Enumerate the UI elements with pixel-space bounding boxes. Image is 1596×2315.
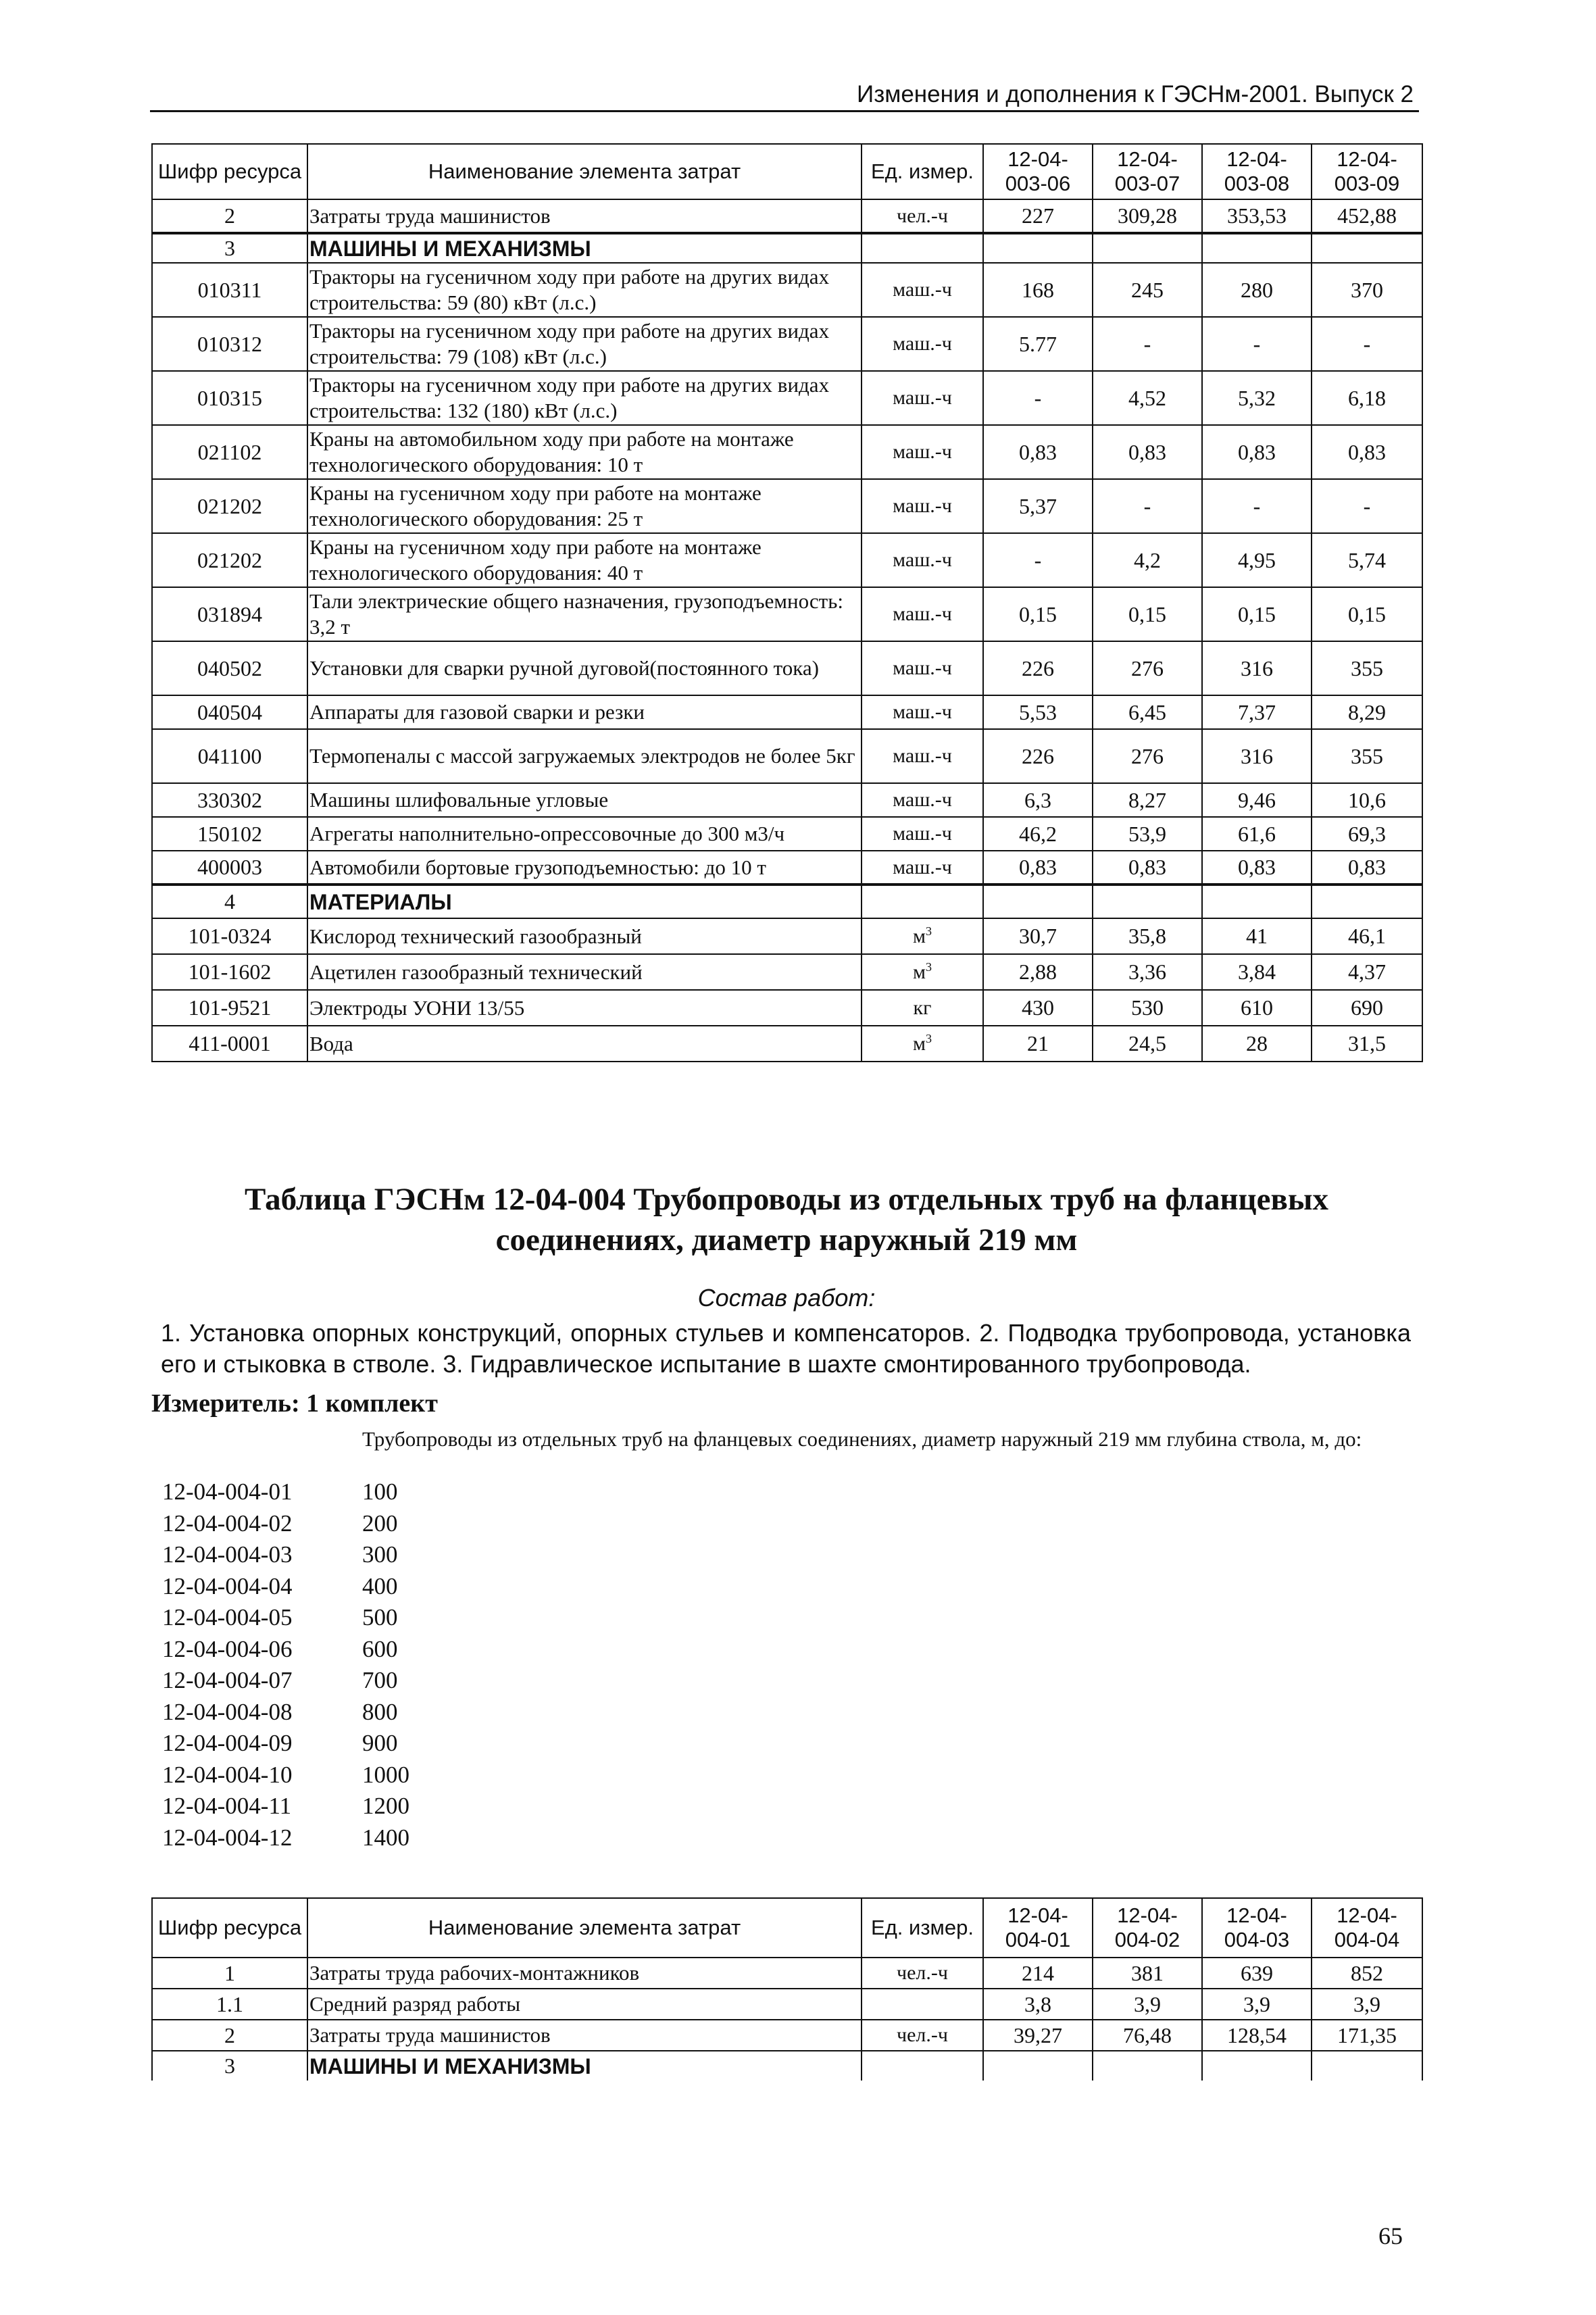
cell-unit: чел.-ч (862, 1958, 983, 1989)
section-title: МАТЕРИАЛЫ (307, 885, 862, 918)
cell-value: 39,27 (983, 2020, 1093, 2051)
col-header-name: Наименование элемента затрат (307, 1898, 862, 1958)
cell-name: Краны на гусеничном ходу при работе на монтаже технологического оборудования: 40 т (307, 533, 862, 587)
cell-code: 1 (152, 1958, 307, 1989)
cell-name: Машины шлифовальные угловые (307, 783, 862, 817)
cell-unit: маш.-ч (862, 425, 983, 479)
machines-section (152, 263, 1422, 885)
cell-code: 400003 (152, 851, 307, 885)
cell-value: 4,37 (1312, 954, 1422, 990)
cell-value: - (983, 533, 1093, 587)
table-row (152, 199, 1422, 233)
cell-code: 3 (152, 2051, 307, 2081)
cell-value: 6,3 (983, 783, 1093, 817)
table-header-row (152, 144, 1422, 199)
cell-value: 76,48 (1093, 2020, 1202, 2051)
variant-depth: 100 (362, 1478, 398, 1505)
cell-value: 690 (1312, 990, 1422, 1026)
cell-code: 041100 (152, 729, 307, 783)
list-item (162, 1476, 497, 1508)
cell-name: Электроды УОНИ 13/55 (307, 990, 862, 1026)
variant-code: 12-04-004-11 (162, 1793, 292, 1819)
col-header-norm: 12-04-004-04 (1312, 1898, 1422, 1958)
col-header-norm: 12-04-004-02 (1093, 1898, 1202, 1958)
labor-section (152, 1958, 1422, 2051)
cell-value: 128,54 (1202, 2020, 1312, 2051)
cell-value: 21 (983, 1026, 1093, 1062)
cell-value: 276 (1093, 729, 1202, 783)
cell-unit: маш.-ч (862, 533, 983, 587)
list-item (162, 1665, 497, 1697)
cell-value: 171,35 (1312, 2020, 1422, 2051)
cell-name: Краны на автомобильном ходу при работе на монтаже технологического оборудования: 10 т (307, 425, 862, 479)
cell-value: 61,6 (1202, 817, 1312, 851)
variant-depth: 400 (362, 1572, 398, 1599)
cell-code: 040504 (152, 695, 307, 729)
cell-unit (862, 1026, 983, 1062)
cell-value: 0,83 (1202, 425, 1312, 479)
cell-value: 370 (1312, 263, 1422, 317)
cell-unit: маш.-ч (862, 729, 983, 783)
cell-value: 24,5 (1093, 1026, 1202, 1062)
variant-depth: 800 (362, 1698, 398, 1725)
list-item (162, 1791, 497, 1822)
cell-value: - (1202, 479, 1312, 533)
col-header-norm: 12-04-003-06 (983, 144, 1093, 199)
cell-value: 316 (1202, 729, 1312, 783)
caption-line: соединениях, диаметр наружный 219 мм (495, 1222, 1078, 1258)
col-header-unit: Ед. измер. (862, 1898, 983, 1958)
cell-value: 6,45 (1093, 695, 1202, 729)
cell-code: 411-0001 (152, 1026, 307, 1062)
cell-value: 8,27 (1093, 783, 1202, 817)
cell-unit: маш.-ч (862, 587, 983, 641)
table-row (152, 851, 1422, 885)
cell-unit: маш.-ч (862, 479, 983, 533)
variant-depth: 500 (362, 1604, 398, 1631)
table-row (152, 371, 1422, 425)
table-row (152, 425, 1422, 479)
cell-name: Ацетилен газообразный технический (307, 954, 862, 990)
cell-value: - (983, 371, 1093, 425)
cell-code: 330302 (152, 783, 307, 817)
cell-name: Кислород технический газообразный (307, 918, 862, 954)
cell-value: 452,88 (1312, 199, 1422, 233)
cell-value: - (1093, 479, 1202, 533)
table-row (152, 1958, 1422, 1989)
col-header-norm: 12-04-004-01 (983, 1898, 1093, 1958)
cell-value: 214 (983, 1958, 1093, 1989)
cell-value: 46,1 (1312, 918, 1422, 954)
cell-value: 430 (983, 990, 1093, 1026)
list-item (162, 1728, 497, 1760)
page-number: 65 (1378, 2222, 1403, 2249)
cell-value: 0,83 (1312, 425, 1422, 479)
cell-value: - (1093, 317, 1202, 371)
cell-value: 355 (1312, 729, 1422, 783)
cell-name: Термопеналы с массой загружаемых электродов не более 5кг (307, 729, 862, 783)
cell-value: 227 (983, 199, 1093, 233)
section-row (152, 2051, 1422, 2081)
cell-value: 46,2 (983, 817, 1093, 851)
cell-value: 168 (983, 263, 1093, 317)
cell-value: 0,83 (1202, 851, 1312, 885)
section-row (152, 885, 1422, 918)
cell-unit: маш.-ч (862, 695, 983, 729)
cell-value: 41 (1202, 918, 1312, 954)
cell-value: 353,53 (1202, 199, 1312, 233)
table-row (152, 729, 1422, 783)
cell-value: 30,7 (983, 918, 1093, 954)
cell-value: 4,95 (1202, 533, 1312, 587)
cell-name: Тракторы на гусеничном ходу при работе на других видах строительства: 59 (80) кВт (л.с.) (307, 263, 862, 317)
table-row (152, 695, 1422, 729)
cell-unit: чел.-ч (862, 199, 983, 233)
cell-value: - (1312, 317, 1422, 371)
cell-value: 316 (1202, 641, 1312, 695)
cell-unit (862, 918, 983, 954)
cell-name: Агрегаты наполнительно-опрессовочные до 300 м3/ч (307, 817, 862, 851)
variant-code: 12-04-004-06 (162, 1635, 293, 1662)
variant-code: 12-04-004-03 (162, 1541, 293, 1568)
cell-unit (862, 1989, 983, 2020)
unit-base: м (913, 960, 926, 983)
col-header-name: Наименование элемента затрат (307, 144, 862, 199)
cell-name: Вода (307, 1026, 862, 1062)
list-item (162, 1760, 497, 1791)
col-header-norm: 12-04-003-08 (1202, 144, 1312, 199)
table-row (152, 918, 1422, 954)
cell-value: 0,83 (983, 425, 1093, 479)
list-item (162, 1571, 497, 1603)
cell-unit (862, 990, 983, 1026)
list-item (162, 1634, 497, 1666)
cell-value: 0,15 (1312, 587, 1422, 641)
cell-value: 245 (1093, 263, 1202, 317)
cell-value: 276 (1093, 641, 1202, 695)
cell-value: 852 (1312, 1958, 1422, 1989)
cell-name: Затраты труда машинистов (307, 2020, 862, 2051)
cell-name: Тракторы на гусеничном ходу при работе на других видах строительства: 132 (180) кВт (л.с.) (307, 371, 862, 425)
table-row (152, 2020, 1422, 2051)
variant-depth: 600 (362, 1635, 398, 1662)
caption-line: Таблица ГЭСНм 12-04-004 Трубопроводы из отдельных труб на фланцевых (244, 1182, 1329, 1217)
cell-unit: маш.-ч (862, 263, 983, 317)
variant-depth: 1000 (362, 1761, 409, 1788)
col-header-norm: 12-04-003-07 (1093, 144, 1202, 199)
table-header-row (152, 1898, 1422, 1958)
table-row (152, 1989, 1422, 2020)
cell-unit: маш.-ч (862, 641, 983, 695)
cell-code: 010315 (152, 371, 307, 425)
cell-value: 226 (983, 641, 1093, 695)
unit-base: м (913, 924, 926, 947)
variant-list (162, 1476, 497, 1853)
list-item (162, 1697, 497, 1728)
cell-code: 021202 (152, 533, 307, 587)
cell-code: 040502 (152, 641, 307, 695)
table-row (152, 817, 1422, 851)
table-row (152, 1026, 1422, 1062)
cell-name: Тали электрические общего назначения, грузоподъемность: 3,2 т (307, 587, 862, 641)
cell-value: 0,15 (1093, 587, 1202, 641)
table-row (152, 317, 1422, 371)
cell-value: 3,36 (1093, 954, 1202, 990)
cell-value: 5.77 (983, 317, 1093, 371)
cell-unit: маш.-ч (862, 783, 983, 817)
measure-unit: Измеритель: 1 комплект (151, 1389, 438, 1418)
cell-value: 0,83 (1093, 425, 1202, 479)
cell-unit (862, 954, 983, 990)
cell-code: 021102 (152, 425, 307, 479)
cell-value: 639 (1202, 1958, 1312, 1989)
col-header-code: Шифр ресурса (152, 1898, 307, 1958)
cell-unit: маш.-ч (862, 851, 983, 885)
cell-value: 31,5 (1312, 1026, 1422, 1062)
table-row (152, 533, 1422, 587)
variant-code: 12-04-004-02 (162, 1510, 293, 1537)
variant-depth: 200 (362, 1510, 398, 1537)
cell-value: 5,37 (983, 479, 1093, 533)
variant-code: 12-04-004-01 (162, 1478, 293, 1505)
table-row (152, 479, 1422, 533)
table-row (152, 783, 1422, 817)
cell-value: 0,15 (983, 587, 1093, 641)
cell-code: 010312 (152, 317, 307, 371)
table-row (152, 587, 1422, 641)
cell-value: 280 (1202, 263, 1312, 317)
cell-value: 0,83 (1093, 851, 1202, 885)
section-title: МАШИНЫ И МЕХАНИЗМЫ (307, 2051, 862, 2081)
cell-name: Затраты труда машинистов (307, 199, 862, 233)
section-title: МАШИНЫ И МЕХАНИЗМЫ (307, 233, 862, 263)
cell-name: Автомобили бортовые грузоподъемностью: до 10 т (307, 851, 862, 885)
unit-base: кг (913, 996, 932, 1019)
cell-value: 53,9 (1093, 817, 1202, 851)
cell-value: 3,8 (983, 1989, 1093, 2020)
cell-value: 7,37 (1202, 695, 1312, 729)
table-row (152, 263, 1422, 317)
col-header-unit: Ед. измер. (862, 144, 983, 199)
list-item (162, 1508, 497, 1540)
table-caption (151, 1179, 1422, 1260)
cell-value: 35,8 (1093, 918, 1202, 954)
variant-code: 12-04-004-07 (162, 1667, 293, 1693)
cell-code: 4 (152, 885, 307, 918)
cell-unit: маш.-ч (862, 817, 983, 851)
variant-code: 12-04-004-10 (162, 1761, 293, 1788)
cell-value: 5,32 (1202, 371, 1312, 425)
cell-value: 381 (1093, 1958, 1202, 1989)
table-row (152, 954, 1422, 990)
list-item (162, 1602, 497, 1634)
work-composition-text: 1. Установка опорных конструкций, опорных стульев и компенсаторов. 2. Подводка трубопровода, установка его и стыковка в стволе. 3. Гидравлическое испытание в шахте смонтированного трубопровода. (161, 1319, 1411, 1378)
cell-code: 2 (152, 2020, 307, 2051)
cell-value: 4,2 (1093, 533, 1202, 587)
cell-code: 1.1 (152, 1989, 307, 2020)
variant-depth: 900 (362, 1730, 398, 1756)
running-header (150, 81, 1419, 112)
cell-value: 5,74 (1312, 533, 1422, 587)
work-composition-title: Состав работ: (697, 1284, 876, 1312)
cell-name: Аппараты для газовой сварки и резки (307, 695, 862, 729)
unit-base: м (913, 1032, 926, 1055)
cell-value: 226 (983, 729, 1093, 783)
cell-value: 4,52 (1093, 371, 1202, 425)
col-header-norm: 12-04-004-03 (1202, 1898, 1312, 1958)
table-row (152, 990, 1422, 1026)
list-item (162, 1822, 497, 1854)
cell-code: 2 (152, 199, 307, 233)
resource-table-003 (151, 143, 1423, 1062)
variant-depth: 1200 (362, 1793, 409, 1819)
cell-value: 0,15 (1202, 587, 1312, 641)
variant-depth: 1400 (362, 1824, 409, 1851)
variant-depth: 700 (362, 1667, 398, 1693)
list-item (162, 1539, 497, 1571)
cell-value: 3,9 (1093, 1989, 1202, 2020)
cell-value: 9,46 (1202, 783, 1312, 817)
cell-value: 10,6 (1312, 783, 1422, 817)
cell-code: 101-0324 (152, 918, 307, 954)
col-header-norm: 12-04-003-09 (1312, 144, 1422, 199)
variant-code: 12-04-004-12 (162, 1824, 293, 1851)
unit-exponent: 3 (925, 960, 932, 974)
cell-value: 6,18 (1312, 371, 1422, 425)
col-header-code: Шифр ресурса (152, 144, 307, 199)
variant-code: 12-04-004-04 (162, 1572, 293, 1599)
cell-code: 3 (152, 233, 307, 263)
cell-value: 69,3 (1312, 817, 1422, 851)
cell-value: 309,28 (1093, 199, 1202, 233)
section-row (152, 233, 1422, 263)
cell-value: - (1312, 479, 1422, 533)
table-row (152, 641, 1422, 695)
cell-code: 101-9521 (152, 990, 307, 1026)
unit-exponent: 3 (925, 1031, 932, 1045)
running-header-text: Изменения и дополнения к ГЭСНм-2001. Выпуск 2 (857, 81, 1414, 107)
variant-depth: 300 (362, 1541, 398, 1568)
cell-code: 101-1602 (152, 954, 307, 990)
cell-value: 3,9 (1312, 1989, 1422, 2020)
resource-table-004 (151, 1897, 1423, 2081)
cell-code: 021202 (152, 479, 307, 533)
cell-value: 3,84 (1202, 954, 1312, 990)
cell-name: Средний разряд работы (307, 1989, 862, 2020)
cell-value: 355 (1312, 641, 1422, 695)
materials-section (152, 918, 1422, 1062)
unit-exponent: 3 (925, 924, 932, 938)
cell-name: Краны на гусеничном ходу при работе на монтаже технологического оборудования: 25 т (307, 479, 862, 533)
cell-unit: маш.-ч (862, 317, 983, 371)
cell-unit: чел.-ч (862, 2020, 983, 2051)
cell-value: 28 (1202, 1026, 1312, 1062)
variant-code: 12-04-004-05 (162, 1604, 293, 1631)
variant-code: 12-04-004-09 (162, 1730, 293, 1756)
cell-name: Затраты труда рабочих-монтажников (307, 1958, 862, 1989)
cell-unit: маш.-ч (862, 371, 983, 425)
variant-description: Трубопроводы из отдельных труб на фланцевых соединениях, диаметр наружный 219 мм глубина ствола, м, до: (362, 1427, 1362, 1451)
cell-code: 150102 (152, 817, 307, 851)
variant-code: 12-04-004-08 (162, 1698, 293, 1725)
cell-value: 0,83 (1312, 851, 1422, 885)
cell-value: - (1202, 317, 1312, 371)
cell-value: 0,83 (983, 851, 1093, 885)
cell-name: Тракторы на гусеничном ходу при работе на других видах строительства: 79 (108) кВт (л.с.) (307, 317, 862, 371)
cell-value: 5,53 (983, 695, 1093, 729)
cell-value: 610 (1202, 990, 1312, 1026)
cell-value: 8,29 (1312, 695, 1422, 729)
cell-value: 530 (1093, 990, 1202, 1026)
cell-code: 031894 (152, 587, 307, 641)
cell-value: 2,88 (983, 954, 1093, 990)
cell-name: Установки для сварки ручной дуговой(постоянного тока) (307, 641, 862, 695)
cell-value: 3,9 (1202, 1989, 1312, 2020)
cell-code: 010311 (152, 263, 307, 317)
